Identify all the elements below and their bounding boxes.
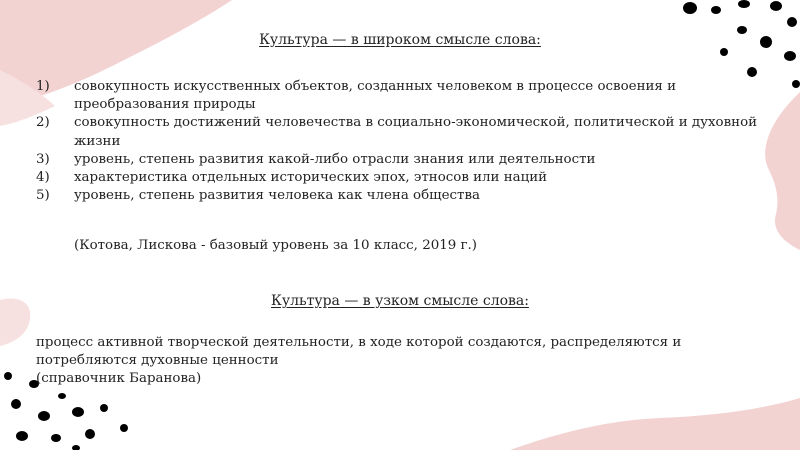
item-text: характеристика отдельных исторических эпох, этносов или наций	[74, 170, 548, 186]
broad-meaning-heading: Культура — в широком смысле слова:	[259, 32, 541, 48]
item-number: 3)	[36, 151, 50, 167]
item-number: 1)	[36, 79, 50, 94]
broad-source-citation: (Котова, Лискова - базовый уровень за 10 класс, 2019 г.)	[74, 238, 478, 253]
item-number: 2)	[36, 115, 50, 131]
narrow-definition-text: процесс активной творческой деятельности, в ходе которой создаются, распределяются и потребляются духовные ценности	[36, 335, 682, 369]
item-text: совокупность искусственных объектов, созданных человеком в процессе освоения и преобразования природы	[74, 79, 677, 113]
item-text: уровень, степень развития какой-либо отрасли знания или деятельности	[74, 151, 596, 167]
definition-item	[36, 114, 768, 150]
definition-item	[36, 151, 768, 169]
item-text: уровень, степень развития человека как члена общества	[74, 188, 480, 204]
narrow-definition-block	[36, 334, 772, 389]
narrow-source-citation: (справочник Баранова)	[36, 371, 202, 387]
definition-item	[36, 187, 768, 205]
item-text: совокупность достижений человечества в социально-экономической, политической и духовной жизни	[74, 115, 758, 149]
item-number: 4)	[36, 170, 50, 186]
broad-definitions-list	[36, 78, 768, 205]
definition-item	[36, 78, 768, 114]
item-number: 5)	[36, 188, 50, 204]
definition-item	[36, 169, 768, 187]
narrow-meaning-heading: Культура — в узком смысле слова:	[271, 293, 529, 309]
